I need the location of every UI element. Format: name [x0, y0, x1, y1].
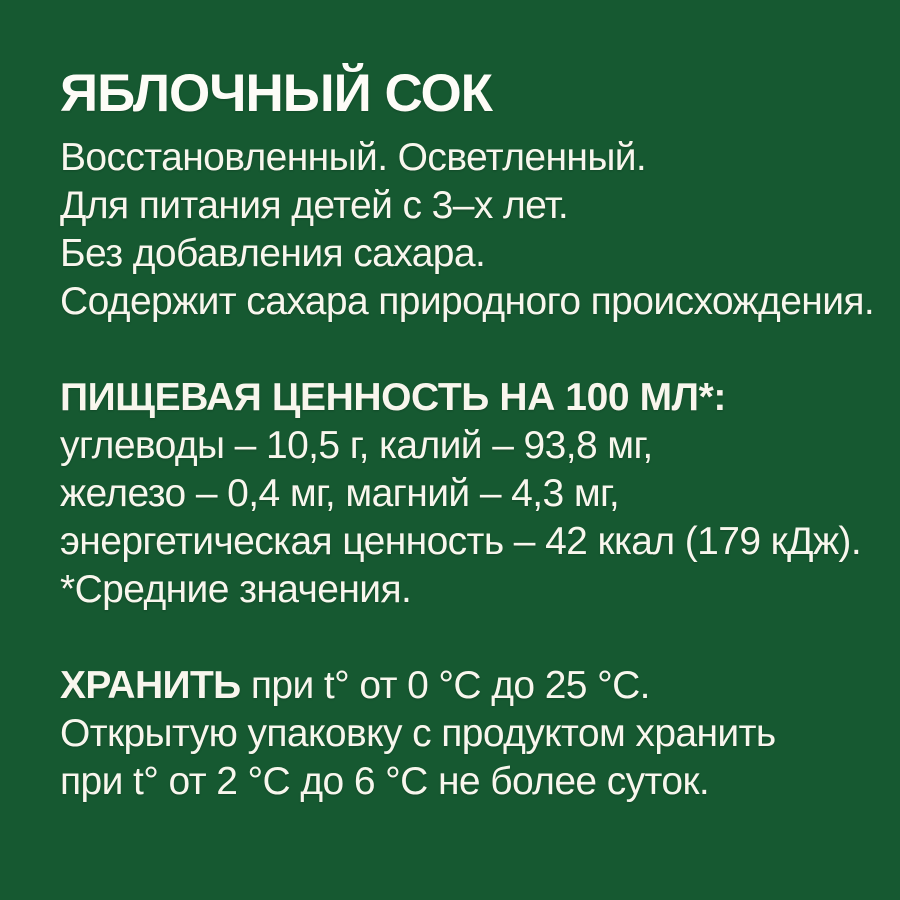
nutrition-footnote: *Средние значения. — [60, 568, 412, 611]
nutrition-section — [60, 374, 860, 614]
nutrition-line: железо – 0,4 мг, магний – 4,3 мг, — [60, 472, 620, 515]
storage-section — [60, 662, 860, 806]
description-line: Восстановленный. Осветленный. — [60, 136, 647, 179]
product-description — [60, 134, 875, 326]
storage-heading-keyword: ХРАНИТЬ — [60, 664, 241, 707]
storage-line: при t° от 2 °С до 6 °С не более суток. — [60, 760, 710, 803]
storage-heading-rest: при t° от 0 °С до 25 °С. — [240, 664, 650, 707]
nutrition-heading: ПИЩЕВАЯ ЦЕННОСТЬ НА 100 МЛ*: — [60, 376, 727, 419]
description-line: Содержит сахара природного происхождения. — [60, 280, 875, 323]
nutrition-line: углеводы – 10,5 г, калий – 93,8 мг, — [60, 424, 653, 467]
description-line: Для питания детей с 3–х лет. — [60, 184, 569, 227]
nutrition-line: энергетическая ценность – 42 ккал (179 кДж). — [60, 520, 862, 563]
description-line: Без добавления сахара. — [60, 232, 486, 275]
product-title: ЯБЛОЧНЫЙ СОК — [60, 64, 493, 123]
storage-heading-line — [60, 662, 860, 710]
storage-line: Открытую упаковку с продуктом хранить — [60, 712, 776, 755]
